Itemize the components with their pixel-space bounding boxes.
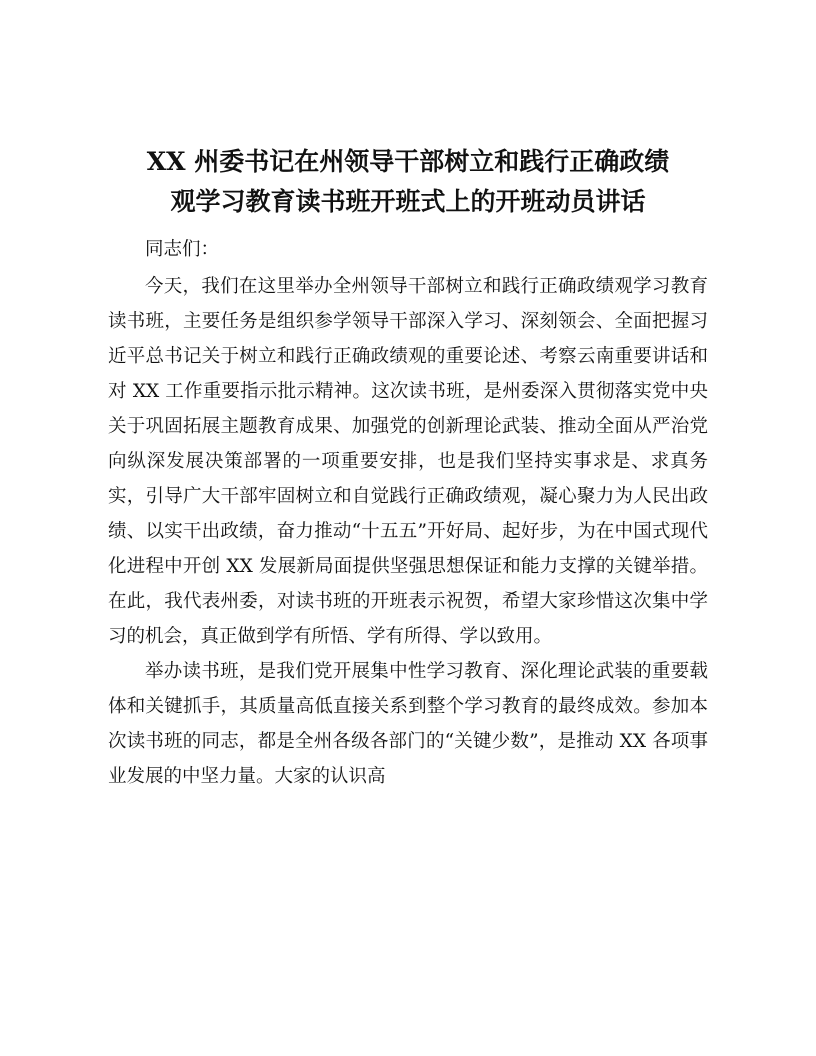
document-title bbox=[108, 142, 708, 222]
document-title-line-2: 观学习教育读书班开班式上的开班动员讲话 bbox=[170, 187, 646, 216]
paragraph-2: 举办读书班，是我们党开展集中性学习教育、深化理论武装的重要载体和关键抓手，其质量高低直接关系到整个学习教育的最终成效。参加本次读书班的同志，都是全州各级各部门的“关键少数”，是推动 XX 各项事业发展的中坚力量。大家的认识高 bbox=[108, 661, 708, 787]
salutation: 同志们： bbox=[145, 239, 220, 260]
document-body bbox=[108, 232, 708, 794]
document-title-line-1: XX 州委书记在州领导干部树立和践行正确政绩 bbox=[146, 147, 670, 176]
paragraph-1: 今天，我们在这里举办全州领导干部树立和践行正确政绩观学习教育读书班，主要任务是组织参学领导干部深入学习、深刻领会、全面把握习近平总书记关于树立和践行正确政绩观的重要论述、考察云南重要讲话和对 XX 工作重要指示批示精神。这次读书班，是州委深入贯彻落实党中央关于巩固拓展主题教育成果、加强党的创新理论武装、推动全面从严治党向纵深发展决策部署的一项重要安排，也是我们坚持实事求是、求真务实，引导广大干部牢固树立和自觉践行正确政绩观，凝心聚力为人民出政绩、以实干出政绩，奋力推动“十五五”开好局、起好步，为在中国式现代化进程中开创 XX 发展新局面提供坚强思想保证和能力支撑的关键举措。在此，我代表州委，对读书班的开班表示祝贺，希望大家珍惜这次集中学习的机会，真正做到学有所悟、学有所得、学以致用。 bbox=[108, 276, 708, 647]
